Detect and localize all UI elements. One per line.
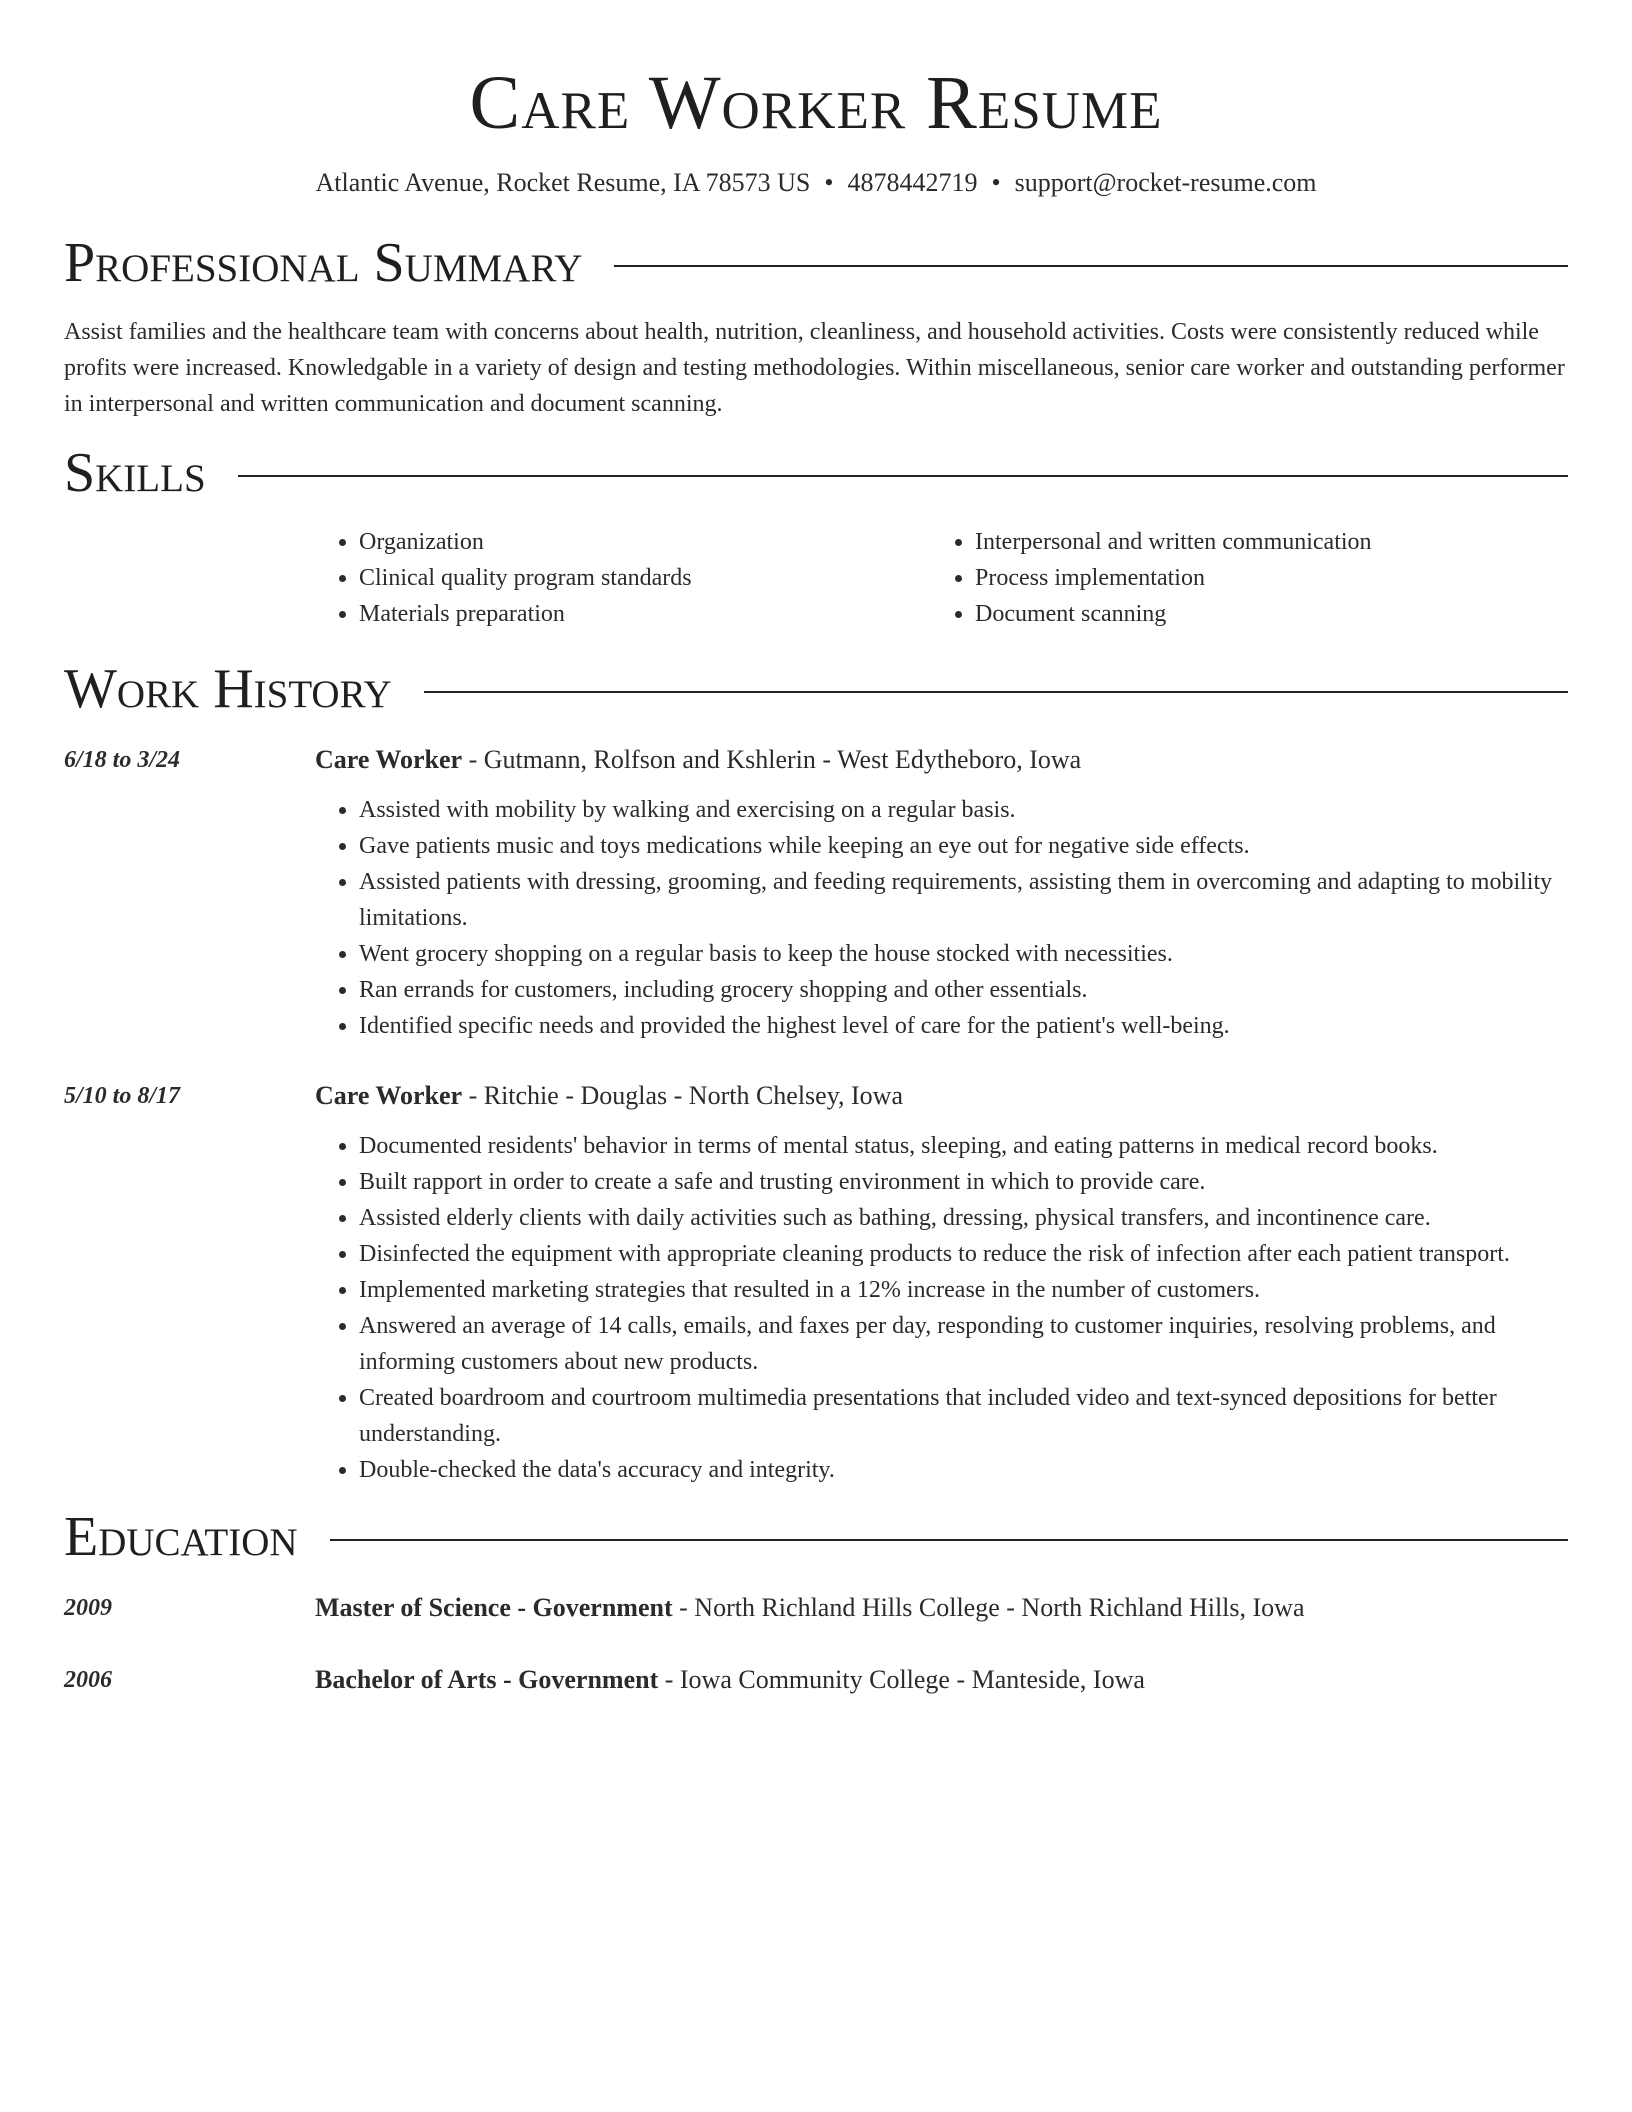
contact-separator: • <box>991 168 1001 197</box>
job-duty: • Ran errands for customers, including grocery shopping and other essentials. <box>359 972 1568 1008</box>
education-entry <box>64 1662 1568 1698</box>
job-duty: • Identified specific needs and provided the highest level of care for the patient's well-being. <box>359 1008 1568 1044</box>
education-body <box>315 1590 1568 1626</box>
job-duty: • Documented residents' behavior in terms of mental status, sleeping, and eating patterns in medical record books. <box>359 1128 1568 1164</box>
contact-email: support@rocket-resume.com <box>1014 168 1317 197</box>
education-line <box>315 1590 1568 1626</box>
summary-section-title: Professional Summary <box>64 232 583 294</box>
job-body <box>315 742 1568 1044</box>
education-year: 2009 <box>64 1595 112 1621</box>
skill-item: • Materials preparation <box>359 596 931 632</box>
job-duty: • Went grocery shopping on a regular basis to keep the house stocked with necessities. <box>359 936 1568 972</box>
contact-separator: • <box>824 168 834 197</box>
job-entry <box>64 1078 1568 1488</box>
summary-text: Assist families and the healthcare team with concerns about health, nutrition, cleanliness, and household activities. Costs were consistently reduced while profits were increased. Knowledgable in a variety of design and testing methodologies. Within miscellaneous, senior care worker and outstanding performer in interpersonal and written communication and document scanning. <box>64 319 1565 417</box>
education-line <box>315 1662 1568 1698</box>
work-section-title: Work History <box>64 658 392 720</box>
job-duties <box>315 1128 1568 1488</box>
job-duties <box>315 792 1568 1044</box>
skill-item: • Interpersonal and written communication <box>975 524 1547 560</box>
skill-item: • Clinical quality program standards <box>359 560 931 596</box>
skills-column-right <box>931 524 1547 632</box>
skill-item: • Organization <box>359 524 931 560</box>
education-section-header <box>64 1504 1568 1570</box>
job-dates: 5/10 to 8/17 <box>64 1083 181 1109</box>
job-title-line <box>315 1078 1568 1114</box>
contact-line <box>64 166 1568 200</box>
section-divider <box>330 1539 1568 1541</box>
job-duty: • Built rapport in order to create a safe and trusting environment in which to provide care. <box>359 1164 1568 1200</box>
job-body <box>315 1078 1568 1488</box>
job-employer: - Ritchie - Douglas - North Chelsey, Iowa <box>462 1081 903 1110</box>
summary-section-header <box>64 230 1568 296</box>
job-entry <box>64 742 1568 1044</box>
education-year: 2006 <box>64 1667 112 1693</box>
skills-section-title: Skills <box>64 442 206 504</box>
job-duty: • Answered an average of 14 calls, emails, and faxes per day, responding to customer inquiries, resolving problems, and informing customers about new products. <box>359 1308 1568 1380</box>
resume-page <box>64 0 1568 1698</box>
job-employer: - Gutmann, Rolfson and Kshlerin - West Edytheboro, Iowa <box>462 745 1082 774</box>
work-section-header <box>64 656 1568 722</box>
section-divider <box>424 691 1568 693</box>
education-degree: Bachelor of Arts - Government <box>315 1665 659 1694</box>
job-duty: • Created boardroom and courtroom multimedia presentations that included video and text-synced depositions for better understanding. <box>359 1380 1568 1452</box>
job-duty: • Implemented marketing strategies that resulted in a 12% increase in the number of customers. <box>359 1272 1568 1308</box>
job-role: Care Worker <box>315 1081 463 1110</box>
skill-item: • Process implementation <box>975 560 1547 596</box>
job-duty: • Assisted with mobility by walking and exercising on a regular basis. <box>359 792 1568 828</box>
education-school: - North Richland Hills College - North Richland Hills, Iowa <box>672 1593 1305 1622</box>
education-section-title: Education <box>64 1506 298 1568</box>
skills-list <box>315 524 1568 632</box>
job-title-line <box>315 742 1568 778</box>
job-duty: • Assisted elderly clients with daily activities such as bathing, dressing, physical transfers, and incontinence care. <box>359 1200 1568 1236</box>
job-duty: • Assisted patients with dressing, grooming, and feeding requirements, assisting them in overcoming and adapting to mobility limitations. <box>359 864 1568 936</box>
job-duty: • Gave patients music and toys medications while keeping an eye out for negative side effects. <box>359 828 1568 864</box>
education-body <box>315 1662 1568 1698</box>
contact-phone: 4878442719 <box>847 168 978 197</box>
skills-section-header <box>64 440 1568 506</box>
job-duty: • Disinfected the equipment with appropriate cleaning products to reduce the risk of infection after each patient transport. <box>359 1236 1568 1272</box>
skills-column-left <box>315 524 931 632</box>
skill-item: • Document scanning <box>975 596 1547 632</box>
resume-name: Care Worker Resume <box>469 61 1163 145</box>
job-duty: • Double-checked the data's accuracy and integrity. <box>359 1452 1568 1488</box>
job-role: Care Worker <box>315 745 463 774</box>
contact-address: Atlantic Avenue, Rocket Resume, IA 78573 US <box>315 168 811 197</box>
section-divider <box>238 475 1568 477</box>
section-divider <box>614 265 1568 267</box>
education-degree: Master of Science - Government <box>315 1593 673 1622</box>
job-dates: 6/18 to 3/24 <box>64 747 181 773</box>
education-school: - Iowa Community College - Manteside, Iowa <box>658 1665 1145 1694</box>
education-entry <box>64 1590 1568 1626</box>
